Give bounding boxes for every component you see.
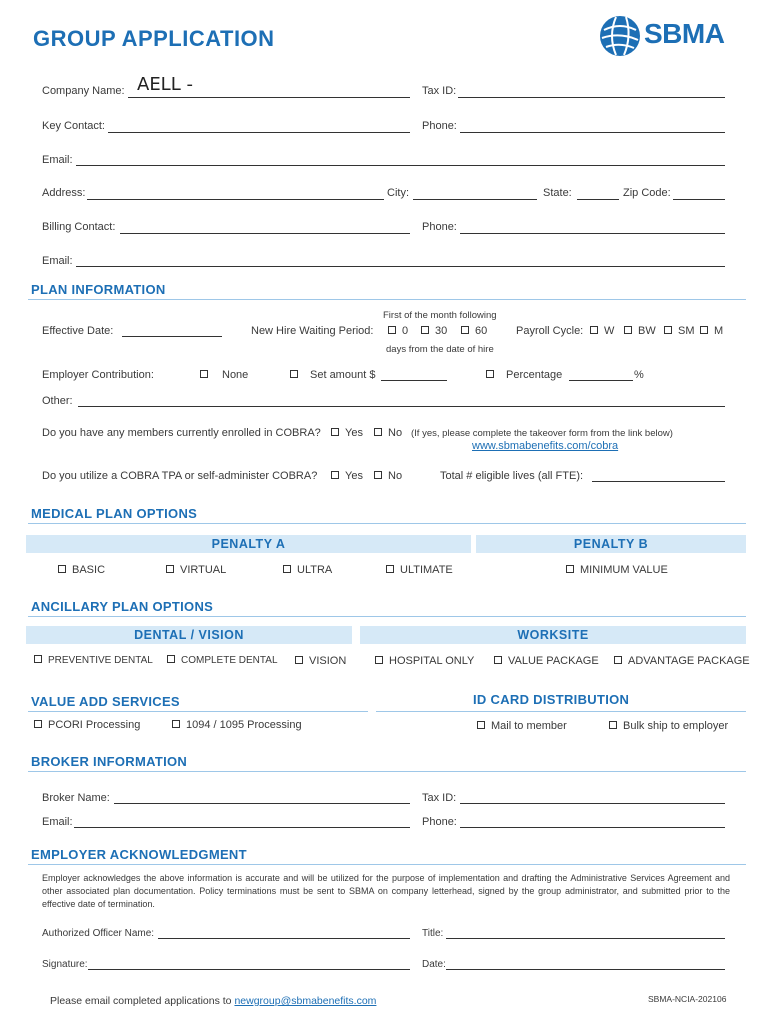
phone-label: Phone: [422,120,457,132]
value-add-title: VALUE ADD SERVICES [31,694,180,709]
payroll-bw-checkbox[interactable]: BW [624,325,656,337]
tpa-question: Do you utilize a COBRA TPA or self-administer COBRA? [42,470,318,482]
cobra-link[interactable]: www.sbmabenefits.com/cobra [472,440,619,452]
broker-rule [28,771,746,772]
key-contact-field[interactable] [108,132,410,133]
plan-info-rule [28,299,746,300]
ancillary-rule [28,616,746,617]
address-field[interactable] [87,199,384,200]
officer-title-label: Title: [422,928,444,939]
tax-id-label: Tax ID: [422,85,457,97]
complete-dental-checkbox[interactable]: COMPLETE DENTAL [167,655,278,666]
signature-label: Signature: [42,959,88,970]
broker-tax-id-label: Tax ID: [422,792,457,804]
payroll-label: Payroll Cycle: [516,325,584,337]
penalty-a-band: PENALTY A [26,535,471,553]
officer-name-label: Authorized Officer Name: [42,928,155,939]
cobra-yes-checkbox[interactable]: Yes [331,427,363,439]
1094-1095-checkbox[interactable]: 1094 / 1095 Processing [172,719,302,731]
broker-email-field[interactable] [74,827,410,828]
hospital-only-checkbox[interactable]: HOSPITAL ONLY [375,655,474,667]
days-from-hire-text: days from the date of hire [386,344,494,355]
penalty-b-band: PENALTY B [476,535,746,553]
signature-field[interactable] [88,969,410,970]
medical-rule [28,523,746,524]
plan-info-title: PLAN INFORMATION [31,282,166,297]
tax-id-field[interactable] [458,97,725,98]
percent-sign: % [634,369,644,381]
footer-email-link[interactable]: newgroup@sbmabenefits.com [234,995,377,1007]
percentage-field[interactable] [569,380,633,381]
form-code: SBMA-NCIA-202106 [648,994,727,1004]
cobra-no-checkbox[interactable]: No [374,427,402,439]
acknowledgment-text: Employer acknowledges the above information is accurate and will be utilized for the purpose of implementation and drafting the Administrative Services Agreement and other associated plan documentation. Policy terminations must be sent to SBMA on company letterhead, signed by the group administrator, and submitted prior to the effective date of termination. [42,873,730,909]
payroll-w-checkbox[interactable]: W [590,325,614,337]
address-label: Address: [42,187,86,199]
broker-phone-field[interactable] [460,827,725,828]
billing-phone-field[interactable] [460,233,725,234]
broker-name-label: Broker Name: [42,792,110,804]
waiting-30-checkbox[interactable]: 30 [421,325,447,337]
id-card-rule [376,711,746,712]
key-contact-label: Key Contact: [42,120,105,132]
state-label: State: [543,187,572,199]
officer-name-field[interactable] [158,938,410,939]
billing-email-label: Email: [42,255,73,267]
ancillary-title: ANCILLARY PLAN OPTIONS [31,599,214,614]
company-name-value: AELL - [137,74,193,95]
phone-field[interactable] [460,132,725,133]
date-label: Date: [422,959,446,970]
email-field[interactable] [76,165,725,166]
contribution-percentage-checkbox[interactable]: Percentage [486,369,562,381]
billing-email-field[interactable] [76,266,725,267]
page-title: GROUP APPLICATION [33,26,275,51]
broker-name-field[interactable] [114,803,410,804]
company-name-field[interactable] [128,97,410,98]
email-label: Email: [42,154,73,166]
waiting-0-checkbox[interactable]: 0 [388,325,408,337]
billing-phone-label: Phone: [422,221,457,233]
city-field[interactable] [413,199,537,200]
logo-text: SBMA [644,18,725,49]
medical-minimum-value-checkbox[interactable]: MINIMUM VALUE [566,564,668,576]
zip-field[interactable] [673,199,725,200]
contribution-set-amount-checkbox[interactable]: Set amount $ [290,369,375,381]
city-label: City: [387,187,409,199]
value-add-rule [28,711,368,712]
contribution-none-checkbox[interactable]: None [200,369,248,381]
vision-checkbox[interactable]: VISION [295,655,346,667]
state-field[interactable] [577,199,619,200]
medical-title: MEDICAL PLAN OPTIONS [31,506,198,521]
acknowledgment-rule [28,864,746,865]
mail-to-member-checkbox[interactable]: Mail to member [477,720,567,732]
advantage-package-checkbox[interactable]: ADVANTAGE PACKAGE [614,655,750,667]
broker-tax-id-field[interactable] [460,803,725,804]
tpa-yes-checkbox[interactable]: Yes [331,470,363,482]
cobra-question: Do you have any members currently enrolled in COBRA? [42,427,321,439]
broker-phone-label: Phone: [422,816,457,828]
tpa-no-checkbox[interactable]: No [374,470,402,482]
zip-label: Zip Code: [623,187,671,199]
payroll-sm-checkbox[interactable]: SM [664,325,695,337]
globe-icon [598,14,642,58]
medical-ultimate-checkbox[interactable]: ULTIMATE [386,564,453,576]
set-amount-field[interactable] [381,380,447,381]
company-name-label: Company Name: [42,85,125,97]
officer-title-field[interactable] [446,938,725,939]
acknowledgment-title: EMPLOYER ACKNOWLEDGMENT [31,847,247,862]
new-hire-label: New Hire Waiting Period: [251,325,374,337]
medical-ultra-checkbox[interactable]: ULTRA [283,564,332,576]
medical-basic-checkbox[interactable]: BASIC [58,564,105,576]
id-card-title: ID CARD DISTRIBUTION [473,692,630,707]
billing-contact-label: Billing Contact: [42,221,116,233]
footer-instruction: Please email completed applications to [50,995,232,1007]
footer-text [50,995,376,1007]
effective-date-field[interactable] [122,336,222,337]
broker-email-label: Email: [42,816,73,828]
other-label: Other: [42,395,73,407]
medical-virtual-checkbox[interactable]: VIRTUAL [166,564,226,576]
bulk-ship-checkbox[interactable]: Bulk ship to employer [609,720,728,732]
eligible-lives-label: Total # eligible lives (all FTE): [440,470,584,482]
preventive-dental-checkbox[interactable]: PREVENTIVE DENTAL [34,655,153,666]
other-field[interactable] [78,406,725,407]
date-field[interactable] [446,969,725,970]
waiting-60-checkbox[interactable]: 60 [461,325,487,337]
effective-date-label: Effective Date: [42,325,114,337]
value-package-checkbox[interactable]: VALUE PACKAGE [494,655,599,667]
pcori-checkbox[interactable]: PCORI Processing [34,719,140,731]
billing-contact-field[interactable] [120,233,410,234]
dental-vision-band: DENTAL / VISION [26,626,352,644]
cobra-note: (If yes, please complete the takeover form from the link below) [411,428,673,439]
sbma-logo [598,12,748,60]
employer-contribution-label: Employer Contribution: [42,369,154,381]
payroll-m-checkbox[interactable]: M [700,325,723,337]
first-of-month-text: First of the month following [383,310,497,321]
eligible-lives-field[interactable] [592,481,725,482]
worksite-band: WORKSITE [360,626,746,644]
broker-title: BROKER INFORMATION [31,754,188,769]
